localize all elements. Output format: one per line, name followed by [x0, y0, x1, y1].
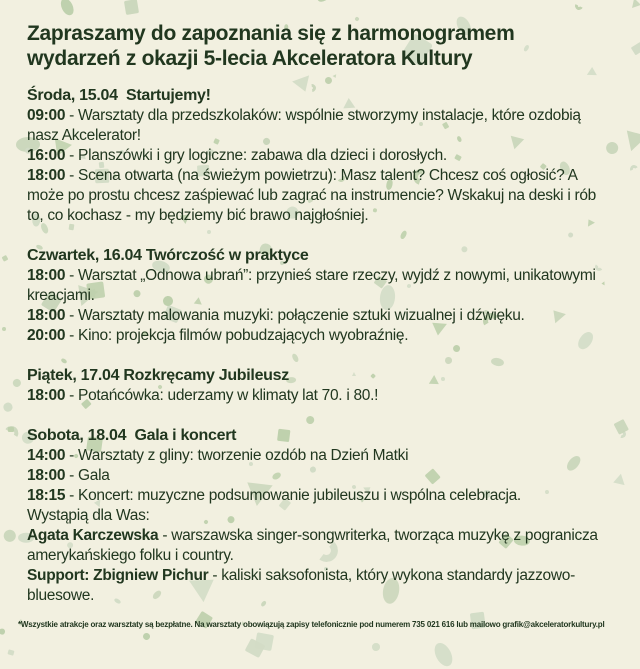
event-time: 18:15: [27, 487, 66, 504]
day-header: Piątek, 17.04 Rozkręcamy Jubileusz: [27, 367, 289, 384]
event-time: 18:00: [27, 307, 66, 324]
event-time: 18:00: [27, 467, 66, 484]
event-description: - Warsztat „Odnowa ubrań”: przynieś stare rzeczy, wyjdź z nowymi, unikatowymi kreacjami.: [27, 267, 596, 304]
performer-item: [27, 526, 614, 566]
event-item: [27, 166, 614, 226]
event-time: 18:00: [27, 167, 66, 184]
event-time: 16:00: [27, 147, 66, 164]
event-item: [27, 486, 614, 506]
event-description: - Potańcówka: uderzamy w klimaty lat 70. i 80.!: [69, 387, 379, 404]
event-description: - Warsztaty dla przedszkolaków: wspólnie stworzymy instalacje, które ozdobią nasz Akcelerator!: [27, 107, 581, 144]
event-time: 09:00: [27, 107, 66, 124]
event-description: - Gala: [69, 467, 110, 484]
event-item: [27, 266, 614, 306]
schedule-day-friday: [27, 366, 614, 406]
confetti-shape: [372, 643, 380, 651]
confetti-shape: [7, 649, 14, 655]
event-description: - Warsztaty malowania muzyki: połączenie sztuki wizualnej i dźwięku.: [69, 307, 525, 324]
event-description: - Koncert: muzyczne podsumowanie jubileuszu i wspólna celebracja.: [69, 487, 521, 504]
poster-title: [27, 21, 614, 71]
event-description: - Scena otwarta (na świeżym powietrzu): Masz talent? Chcesz coś ogłosić? A może po prostu chcesz zaśpiewać lub zagrać na instrumencie? Wskakuj na deski i rób to, co kochasz - my będziemy bić brawo najgłośniej.: [27, 167, 596, 224]
performer-description: - kaliski saksofonista, który wykona standardy jazzowo-bluesowe.: [27, 567, 575, 604]
event-time: 14:00: [27, 447, 66, 464]
event-item: [27, 326, 614, 346]
poster-title-line1: Zapraszamy do zapoznania się z harmonogramem: [27, 22, 515, 45]
day-header: Środa, 15.04 Startujemy!: [27, 87, 211, 104]
event-description: - Planszówki i gry logiczne: zabawa dla dzieci i dorosłych.: [69, 147, 447, 164]
event-item: [27, 106, 614, 146]
event-item: [27, 446, 614, 466]
event-item: [27, 466, 614, 486]
schedule-day-thursday: [27, 246, 614, 346]
day-header: Sobota, 18.04 Gala i koncert: [27, 427, 237, 444]
event-item: [27, 386, 614, 406]
footnote: *Wszystkie atrakcje oraz warsztaty są bezpłatne. Na warsztaty obowiązują zapisy telefonicznie pod numerem 735 021 616 lub mailowo grafik@akceleratorkultury.pl: [18, 620, 605, 629]
schedule-day-saturday: [27, 426, 614, 606]
event-item: [27, 306, 614, 326]
performer-name: Support: Zbigniew Pichur: [27, 567, 209, 584]
confetti-shape: [431, 640, 456, 669]
performer-name: Agata Karczewska: [27, 527, 159, 544]
poster-title-line2: wydarzeń z okazji 5-lecia Akceleratora Kultury: [27, 47, 473, 70]
performers-intro: Wystąpią dla Was:: [27, 507, 150, 524]
performer-item: [27, 566, 614, 606]
schedule-day-wednesday: [27, 86, 614, 226]
event-item: [27, 146, 614, 166]
event-description: - Kino: projekcja filmów pobudzających wyobraźnię.: [69, 327, 409, 344]
event-time: 20:00: [27, 327, 66, 344]
performer-description: - warszawska singer-songwriterka, tworząca muzykę z pogranicza amerykańskiego folku i country.: [27, 527, 598, 564]
event-time: 18:00: [27, 267, 66, 284]
event-description: - Warsztaty z gliny: tworzenie ozdób na Dzień Matki: [69, 447, 409, 464]
confetti-shape: [0, 629, 4, 635]
day-header: Czwartek, 16.04 Twórczość w praktyce: [27, 247, 309, 264]
event-time: 18:00: [27, 387, 66, 404]
